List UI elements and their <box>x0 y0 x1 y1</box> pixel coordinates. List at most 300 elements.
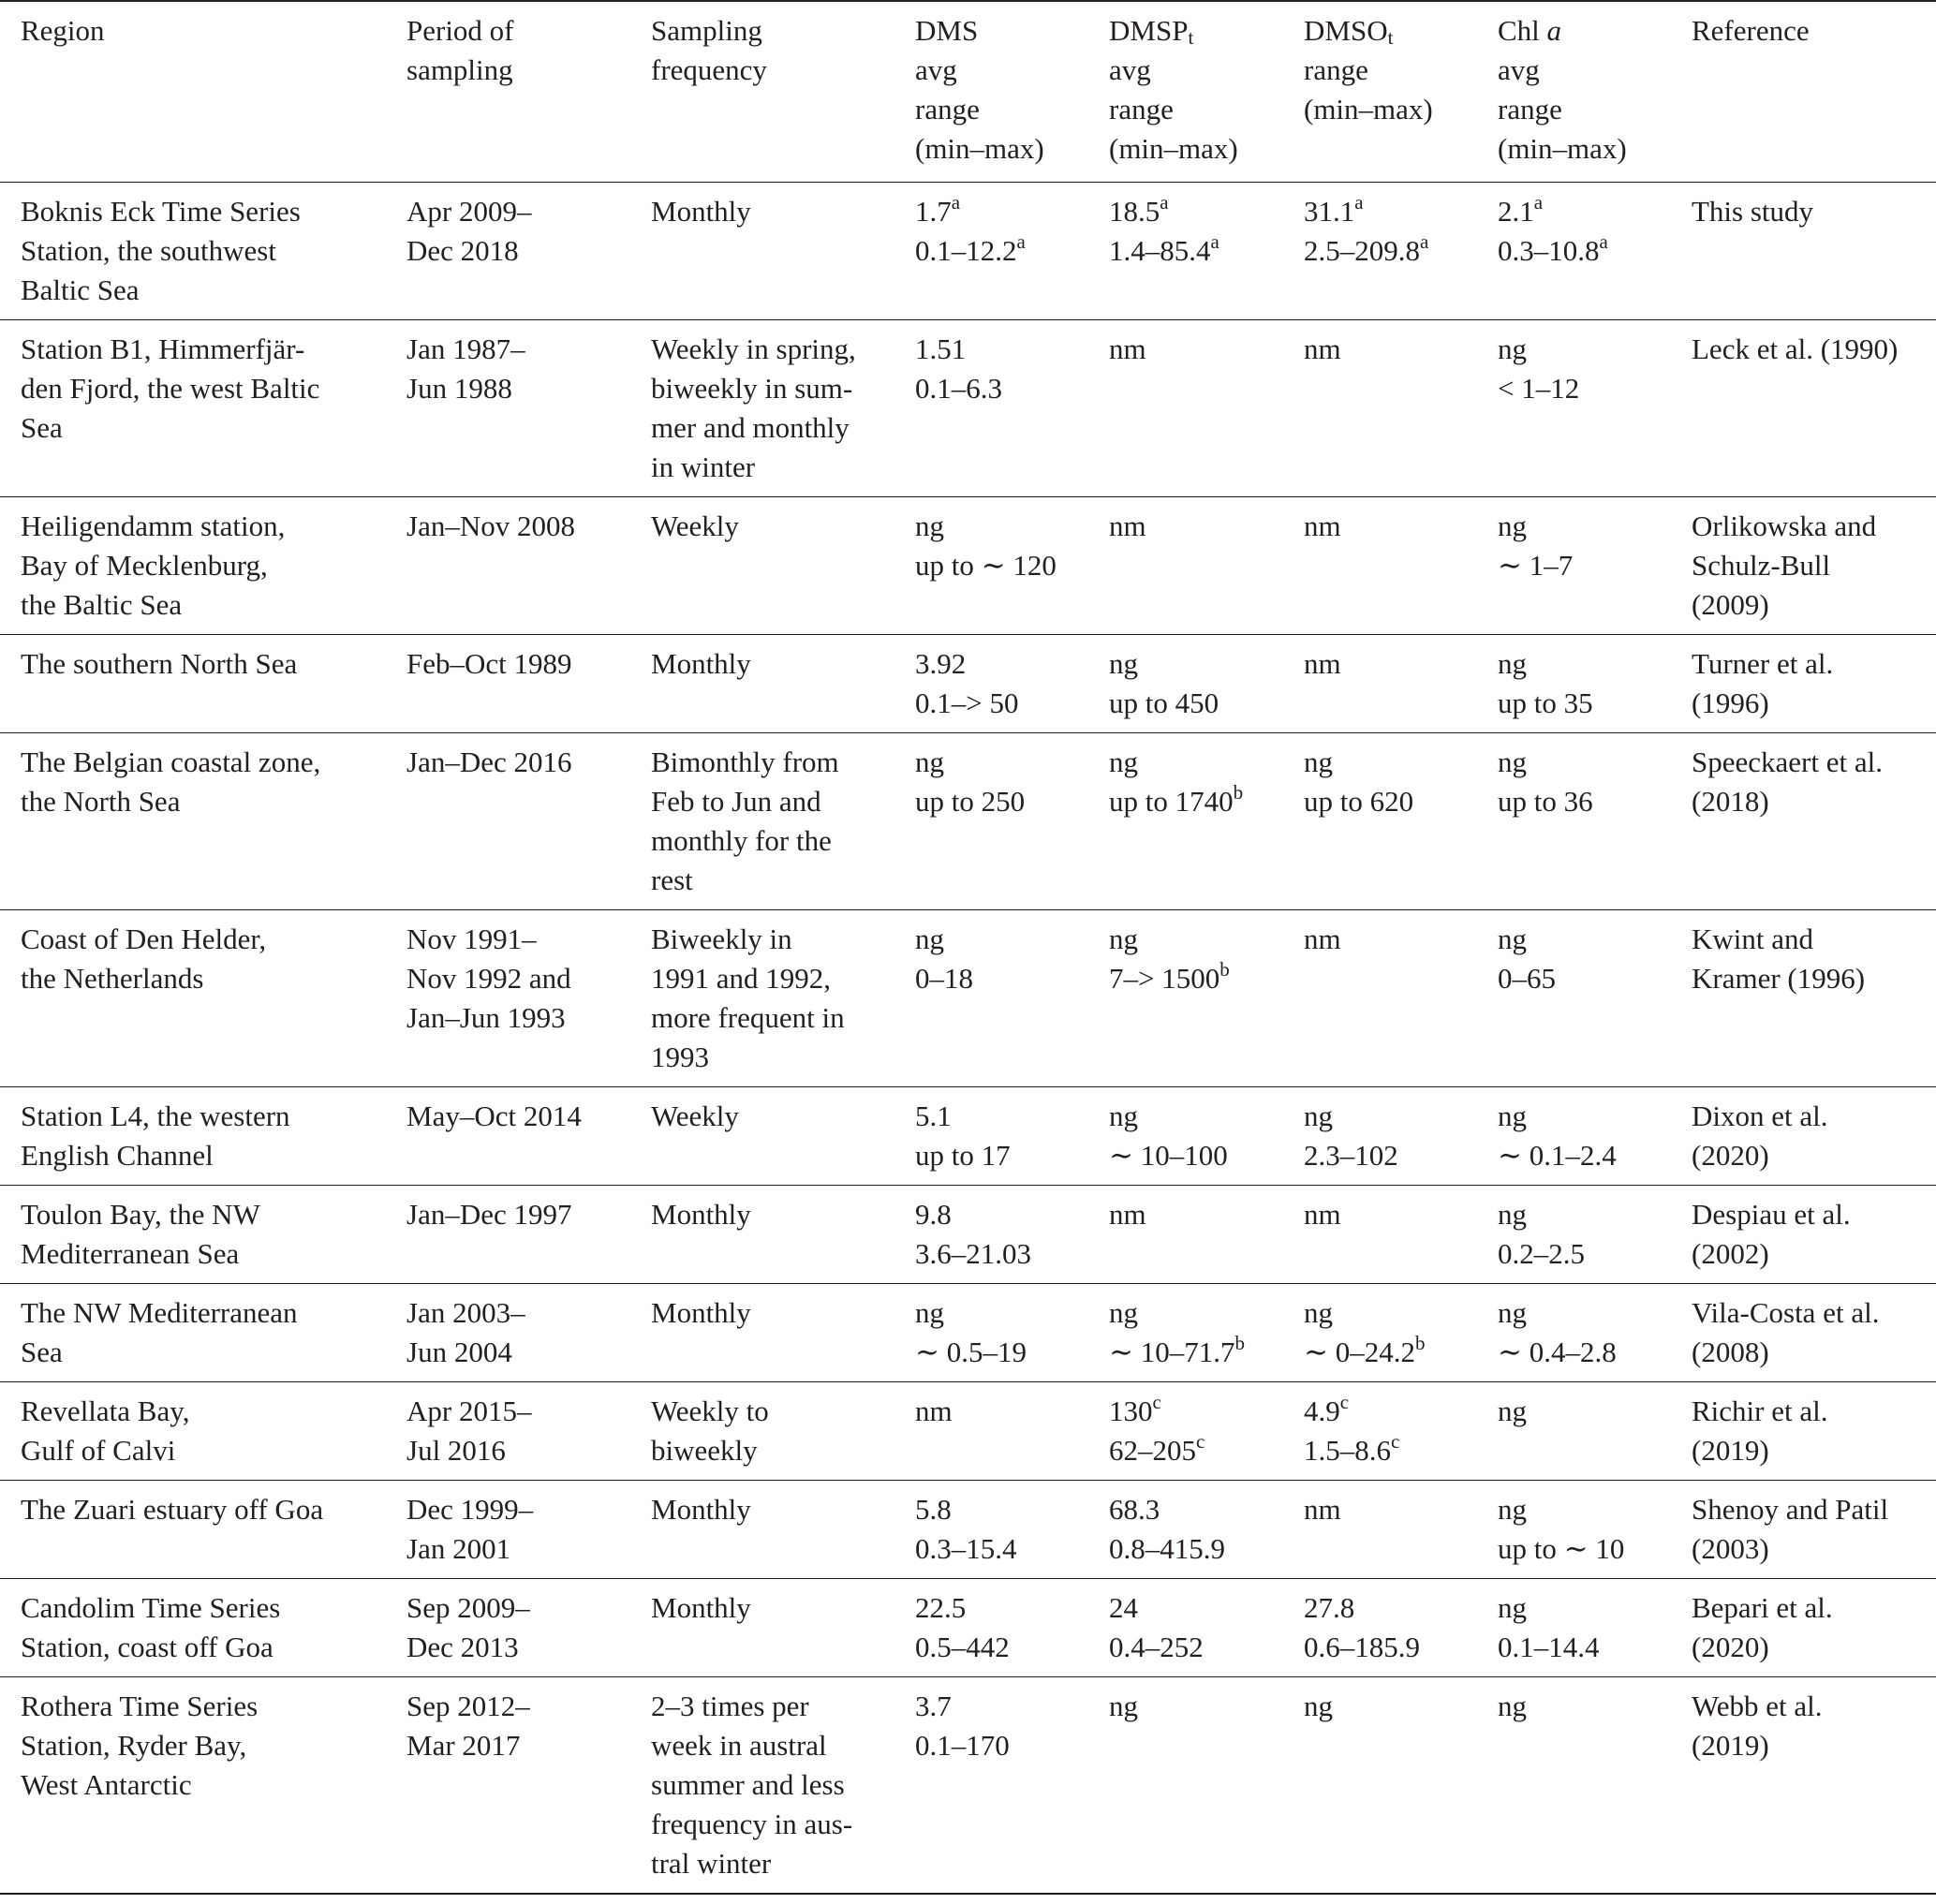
cell-reference <box>1671 497 1936 635</box>
cell-period-line: Apr 2009– <box>406 195 532 228</box>
cell-frequency-line: Monthly <box>651 1591 751 1624</box>
cell-reference <box>1671 1186 1936 1284</box>
cell-chl-line <box>1498 1490 1663 1529</box>
cell-dms <box>894 320 1088 497</box>
table-row <box>0 635 1936 733</box>
cell-region <box>0 1284 386 1382</box>
cell-dms-value: 0.3–15.4 <box>915 1532 1017 1565</box>
cell-region-line: Heiligendamm station, <box>21 509 286 542</box>
cell-region-line: The southern North Sea <box>21 647 298 680</box>
cell-reference-line: Speeckaert et al. <box>1692 745 1883 778</box>
cell-chl-value: 0–65 <box>1498 962 1556 995</box>
header-chl-sub <box>1498 51 1663 169</box>
cell-region-line: Revellata Bay, <box>21 1395 190 1427</box>
cell-period-line: May–Oct 2014 <box>406 1100 582 1132</box>
cell-chl-line <box>1498 1097 1663 1136</box>
cell-dmsp-line <box>1109 1529 1276 1569</box>
cell-dmso-line <box>1304 1392 1470 1431</box>
cell-region <box>0 733 386 910</box>
cell-reference-line: (2019) <box>1692 1434 1769 1467</box>
cell-dmso-line <box>1304 330 1470 369</box>
cell-chl-value: ng <box>1498 332 1527 365</box>
cell-dmsp-value: nm <box>1109 1198 1146 1231</box>
cell-chl <box>1477 1481 1671 1579</box>
cell-frequency-line: Weekly <box>651 509 739 542</box>
cell-dmsp-line <box>1109 1293 1276 1333</box>
cell-chl-line <box>1498 959 1663 998</box>
cell-chl-value: ∼ 0.4–2.8 <box>1498 1336 1617 1368</box>
table-row <box>0 1677 1936 1895</box>
cell-dms <box>894 1481 1088 1579</box>
cell-frequency <box>630 183 894 320</box>
cell-dmso <box>1283 635 1477 733</box>
cell-dmso-value: ng <box>1304 1296 1333 1329</box>
cell-dmsp-value: ng <box>1109 1690 1138 1722</box>
cell-region <box>0 1087 386 1186</box>
cell-frequency-line: Biweekly in <box>651 922 792 955</box>
header-line: DMS <box>915 14 979 47</box>
cell-dms-line <box>915 1195 1081 1234</box>
table-row <box>0 1382 1936 1481</box>
cell-chl-value: up to 36 <box>1498 785 1593 818</box>
cell-dms-line <box>915 192 1081 231</box>
cell-dmsp <box>1088 910 1283 1087</box>
header-line: (min–max) <box>1498 132 1627 165</box>
cell-period-line: Jan 2001 <box>406 1532 511 1565</box>
cell-dms-line <box>915 231 1081 271</box>
cell-dmsp-value: 62–205 <box>1109 1434 1196 1467</box>
cell-reference <box>1671 635 1936 733</box>
cell-region-line: Baltic Sea <box>21 273 140 306</box>
cell-region <box>0 1677 386 1895</box>
cell-chl-line <box>1498 507 1663 546</box>
cell-period <box>386 910 630 1087</box>
cell-dmsp-value: 130 <box>1109 1395 1153 1427</box>
cell-dmso-value: nm <box>1304 332 1341 365</box>
cell-reference-line: (2019) <box>1692 1729 1769 1762</box>
cell-dms-line <box>915 1588 1081 1628</box>
cell-period-line: Nov 1992 and <box>406 962 571 995</box>
header-row <box>0 1 1936 183</box>
cell-frequency <box>630 1481 894 1579</box>
cell-period <box>386 733 630 910</box>
cell-reference-line: Orlikowska and <box>1692 509 1877 542</box>
cell-reference <box>1671 320 1936 497</box>
header-chl <box>1477 1 1671 183</box>
cell-dms-value: up to 17 <box>915 1139 1011 1172</box>
cell-period-line: Sep 2012– <box>406 1690 530 1722</box>
cell-region-line: Gulf of Calvi <box>21 1434 176 1467</box>
cell-dms-value: ng <box>915 509 944 542</box>
cell-dmso-line <box>1304 1490 1470 1529</box>
cell-dmso <box>1283 1284 1477 1382</box>
footnote-mark: b <box>1414 1332 1426 1354</box>
cell-chl <box>1477 1579 1671 1677</box>
cell-dms-value: 0.5–442 <box>915 1631 1010 1663</box>
cell-region-line: The Zuari estuary off Goa <box>21 1493 324 1526</box>
cell-chl-line <box>1498 1588 1663 1628</box>
cell-chl-value: ng <box>1498 1395 1527 1427</box>
cell-period <box>386 183 630 320</box>
cell-dms-line <box>915 1490 1081 1529</box>
cell-frequency <box>630 733 894 910</box>
header-line: Sampling <box>651 14 762 47</box>
table-row <box>0 497 1936 635</box>
cell-region-line: Coast of Den Helder, <box>21 922 267 955</box>
cell-frequency <box>630 1284 894 1382</box>
cell-period-line: Feb–Oct 1989 <box>406 647 572 680</box>
cell-dmsp-value: ng <box>1109 745 1138 778</box>
cell-dms-value: up to ∼ 120 <box>915 549 1057 582</box>
cell-dms-value: 0–18 <box>915 962 973 995</box>
header-line: range <box>1109 93 1174 125</box>
cell-region-line: Candolim Time Series <box>21 1591 281 1624</box>
cell-frequency <box>630 320 894 497</box>
cell-dmsp <box>1088 1087 1283 1186</box>
footnote-mark: a <box>1354 191 1364 214</box>
cell-dmsp-value: up to 450 <box>1109 686 1219 719</box>
cell-dmso-value: 4.9 <box>1304 1395 1340 1427</box>
cell-dms-line <box>915 1392 1081 1431</box>
cell-dms-value: 0.1–> 50 <box>915 686 1019 719</box>
footnote-mark: c <box>1391 1430 1400 1453</box>
cell-dmso-value: 0.6–185.9 <box>1304 1631 1420 1663</box>
cell-dms-line <box>915 920 1081 959</box>
cell-period <box>386 1579 630 1677</box>
header-dmso <box>1283 1 1477 183</box>
cell-chl-value: ng <box>1498 745 1527 778</box>
table-row <box>0 1087 1936 1186</box>
cell-frequency-line: in winter <box>651 450 756 483</box>
cell-dmsp <box>1088 1186 1283 1284</box>
cell-dms-value: ng <box>915 745 944 778</box>
cell-dmsp-line <box>1109 684 1276 723</box>
cell-dmsp-value: 1.4–85.4 <box>1109 234 1211 267</box>
cell-dms-value: 22.5 <box>915 1591 967 1624</box>
cell-dmso-line <box>1304 1628 1470 1667</box>
cell-dmsp-line <box>1109 231 1276 271</box>
cell-period-line: Jun 1988 <box>406 372 512 405</box>
cell-dmsp <box>1088 1677 1283 1895</box>
header-dmso-sub <box>1304 51 1470 129</box>
cell-region-line: den Fjord, the west Baltic <box>21 372 320 405</box>
cell-chl-line <box>1498 743 1663 782</box>
footnote-mark: b <box>1234 1332 1245 1354</box>
cell-region <box>0 1382 386 1481</box>
cell-dmso-line <box>1304 1687 1470 1726</box>
cell-dms-value: ∼ 0.5–19 <box>915 1336 1027 1368</box>
cell-dms-line <box>915 1529 1081 1569</box>
header-line: range <box>915 93 980 125</box>
footnote-mark: a <box>1210 230 1219 253</box>
header-chl-title: Chl a <box>1498 14 1562 47</box>
cell-dmso-line <box>1304 192 1470 231</box>
cell-frequency-line: Monthly <box>651 1198 751 1231</box>
cell-dmso-line <box>1304 1195 1470 1234</box>
cell-period <box>386 1087 630 1186</box>
cell-dms <box>894 1284 1088 1382</box>
cell-dmsp-line <box>1109 1195 1276 1234</box>
cell-period-line: Jan 2003– <box>406 1296 525 1329</box>
footnote-mark: a <box>1016 230 1026 253</box>
cell-chl-line <box>1498 1628 1663 1667</box>
cell-chl-value: ∼ 1–7 <box>1498 549 1574 582</box>
cell-dmso-line <box>1304 1293 1470 1333</box>
cell-reference-line: (2018) <box>1692 785 1769 818</box>
cell-chl-line <box>1498 546 1663 585</box>
cell-frequency <box>630 635 894 733</box>
cell-region-line: Toulon Bay, the NW <box>21 1198 260 1231</box>
cell-reference-line: (2009) <box>1692 588 1769 621</box>
cell-reference <box>1671 910 1936 1087</box>
cell-chl-line <box>1498 369 1663 408</box>
cell-dms-line <box>915 1628 1081 1667</box>
footnote-mark: b <box>1219 958 1230 981</box>
cell-dmsp-line <box>1109 959 1276 998</box>
cell-frequency-line: tral winter <box>651 1847 772 1880</box>
footnote-mark: a <box>1420 230 1429 253</box>
cell-reference-line: (1996) <box>1692 686 1769 719</box>
cell-dms-line <box>915 1293 1081 1333</box>
cell-chl-line <box>1498 1333 1663 1372</box>
cell-period <box>386 635 630 733</box>
cell-chl-value: < 1–12 <box>1498 372 1580 405</box>
cell-frequency-line: Weekly to <box>651 1395 769 1427</box>
cell-chl-value: ng <box>1498 1296 1527 1329</box>
cell-dmsp-value: 18.5 <box>1109 195 1160 228</box>
cell-region-line: Sea <box>21 411 63 444</box>
header-dmsp-title: $DMSP_t$ <box>1109 14 1194 49</box>
cell-dms <box>894 1382 1088 1481</box>
cell-period <box>386 497 630 635</box>
cell-dmsp-value: ng <box>1109 1100 1138 1132</box>
cell-dms-line <box>915 330 1081 369</box>
cell-period-line: Dec 1999– <box>406 1493 534 1526</box>
cell-region-line: Station B1, Himmerfjär- <box>21 332 305 365</box>
cell-dmso-line <box>1304 507 1470 546</box>
cell-region-line: the North Sea <box>21 785 181 818</box>
header-line: avg <box>1109 53 1151 86</box>
cell-region-line: Station, the southwest <box>21 234 276 267</box>
cell-region-line: The Belgian coastal zone, <box>21 745 321 778</box>
cell-chl-line <box>1498 1234 1663 1274</box>
cell-dmsp-line <box>1109 1628 1276 1667</box>
cell-dmso-value: up to 620 <box>1304 785 1414 818</box>
footnote-mark: a <box>951 191 961 214</box>
cell-dmso <box>1283 733 1477 910</box>
cell-dms <box>894 910 1088 1087</box>
cell-dms <box>894 497 1088 635</box>
cell-dms <box>894 1087 1088 1186</box>
cell-dmso-value: nm <box>1304 922 1341 955</box>
cell-dms-value: 5.1 <box>915 1100 952 1132</box>
cell-chl <box>1477 910 1671 1087</box>
cell-chl-line <box>1498 920 1663 959</box>
cell-reference-line: Vila-Costa et al. <box>1692 1296 1880 1329</box>
cell-frequency-line: biweekly in sum- <box>651 372 853 405</box>
cell-reference <box>1671 1382 1936 1481</box>
footnote-mark: c <box>1196 1430 1205 1453</box>
cell-dmsp-line <box>1109 644 1276 684</box>
cell-dmsp-line <box>1109 330 1276 369</box>
cell-dms-value: 1.7 <box>915 195 952 228</box>
table-row <box>0 320 1936 497</box>
cell-dmso-value: 2.5–209.8 <box>1304 234 1420 267</box>
cell-chl <box>1477 497 1671 635</box>
cell-frequency <box>630 1382 894 1481</box>
cell-chl <box>1477 635 1671 733</box>
header-line: sampling <box>406 53 513 86</box>
cell-region-line: Station, coast off Goa <box>21 1631 273 1663</box>
table-row <box>0 910 1936 1087</box>
cell-reference <box>1671 1284 1936 1382</box>
footnote-mark: c <box>1152 1391 1161 1413</box>
cell-chl-value: ng <box>1498 647 1527 680</box>
cell-region <box>0 320 386 497</box>
cell-chl-value: 2.1 <box>1498 195 1534 228</box>
cell-reference-line: (2020) <box>1692 1139 1769 1172</box>
cell-chl-value: 0.1–14.4 <box>1498 1631 1600 1663</box>
cell-frequency <box>630 1087 894 1186</box>
cell-reference <box>1671 1481 1936 1579</box>
cell-reference-line: (2002) <box>1692 1237 1769 1270</box>
cell-dmsp-line <box>1109 1490 1276 1529</box>
header-dmsp-sub <box>1109 51 1276 169</box>
cell-reference-line: Bepari et al. <box>1692 1591 1833 1624</box>
cell-chl-value: ng <box>1498 1493 1527 1526</box>
cell-frequency-line: more frequent in <box>651 1001 845 1034</box>
table-row <box>0 183 1936 320</box>
cell-dms-line <box>915 1234 1081 1274</box>
cell-frequency-line: monthly for the <box>651 824 832 857</box>
cell-frequency <box>630 910 894 1087</box>
cell-dms <box>894 183 1088 320</box>
cell-dmsp <box>1088 1579 1283 1677</box>
cell-dmso-value: ∼ 0–24.2 <box>1304 1336 1415 1368</box>
cell-dmso <box>1283 320 1477 497</box>
cell-chl-line <box>1498 684 1663 723</box>
cell-dmso-line <box>1304 743 1470 782</box>
cell-dms-value: 0.1–6.3 <box>915 372 1002 405</box>
cell-period <box>386 1481 630 1579</box>
cell-dmsp <box>1088 1481 1283 1579</box>
cell-dmsp-line <box>1109 920 1276 959</box>
cell-dmsp-value: ng <box>1109 647 1138 680</box>
table-row <box>0 1579 1936 1677</box>
footnote-mark: a <box>1160 191 1169 214</box>
cell-dmso <box>1283 1087 1477 1186</box>
footnote-mark: a <box>1599 230 1608 253</box>
cell-dmsp <box>1088 635 1283 733</box>
cell-dmso-value: nm <box>1304 1198 1341 1231</box>
cell-dms-line <box>915 1333 1081 1372</box>
header-reference <box>1671 1 1936 183</box>
cell-reference <box>1671 183 1936 320</box>
cell-dmsp-value: 7–> 1500 <box>1109 962 1220 995</box>
cell-chl-value: 0.3–10.8 <box>1498 234 1600 267</box>
table-body <box>0 183 1936 1895</box>
cell-dmsp <box>1088 320 1283 497</box>
cell-dmso <box>1283 1481 1477 1579</box>
cell-region-line: the Baltic Sea <box>21 588 183 621</box>
cell-chl-line <box>1498 782 1663 821</box>
cell-dmso-line <box>1304 231 1470 271</box>
cell-dmsp-line <box>1109 1431 1276 1470</box>
cell-region-line: West Antarctic <box>21 1768 192 1801</box>
cell-region-line: Station, Ryder Bay, <box>21 1729 247 1762</box>
cell-frequency-line: frequency in aus- <box>651 1808 853 1840</box>
cell-dms-line <box>915 644 1081 684</box>
cell-dmso-value: ng <box>1304 745 1333 778</box>
cell-dms <box>894 1186 1088 1284</box>
header-line: range <box>1304 53 1368 86</box>
cell-chl <box>1477 1677 1671 1895</box>
header-period <box>386 1 630 183</box>
cell-reference-line: Turner et al. <box>1692 647 1834 680</box>
cell-chl-line <box>1498 644 1663 684</box>
cell-dmso-value: 1.5–8.6 <box>1304 1434 1391 1467</box>
cell-dmsp-value: ng <box>1109 922 1138 955</box>
cell-dms <box>894 1677 1088 1895</box>
cell-dmso-value: 31.1 <box>1304 195 1355 228</box>
footnote-mark: a <box>1533 191 1544 214</box>
cell-chl-line <box>1498 330 1663 369</box>
header-line: avg <box>1498 53 1540 86</box>
cell-dmsp-line <box>1109 1136 1276 1175</box>
cell-frequency-line: 1993 <box>651 1041 709 1073</box>
cell-reference-line: Webb et al. <box>1692 1690 1823 1722</box>
header-line: frequency <box>651 53 767 86</box>
header-line: (min–max) <box>1304 93 1433 125</box>
cell-dmsp-line <box>1109 192 1276 231</box>
cell-reference <box>1671 1677 1936 1895</box>
cell-reference <box>1671 733 1936 910</box>
cell-dmso-value: ng <box>1304 1100 1333 1132</box>
cell-period-line: Jul 2016 <box>406 1434 506 1467</box>
cell-dmso-line <box>1304 644 1470 684</box>
cell-period <box>386 1186 630 1284</box>
cell-dmsp-value: ∼ 10–71.7 <box>1109 1336 1235 1368</box>
cell-period-line: Mar 2017 <box>406 1729 521 1762</box>
cell-chl-value: ng <box>1498 509 1527 542</box>
cell-region-line: English Channel <box>21 1139 214 1172</box>
cell-reference-line: Leck et al. (1990) <box>1692 332 1899 365</box>
cell-chl-value: ng <box>1498 1591 1527 1624</box>
cell-dmsp <box>1088 1382 1283 1481</box>
cell-dmso-value: nm <box>1304 647 1341 680</box>
cell-dmsp <box>1088 733 1283 910</box>
cell-chl-line <box>1498 192 1663 231</box>
cell-dmsp <box>1088 1284 1283 1382</box>
cell-reference-line: Shenoy and Patil <box>1692 1493 1889 1526</box>
cell-dmsp-line <box>1109 1588 1276 1628</box>
header-frequency <box>630 1 894 183</box>
cell-period-line: Dec 2013 <box>406 1631 519 1663</box>
cell-dmso-line <box>1304 1333 1470 1372</box>
cell-dms-value: 0.1–12.2 <box>915 234 1017 267</box>
cell-period <box>386 1677 630 1895</box>
cell-dms-value: 3.6–21.03 <box>915 1237 1031 1270</box>
cell-reference-line: This study <box>1692 195 1814 228</box>
header-line: (min–max) <box>915 132 1044 165</box>
cell-region <box>0 1579 386 1677</box>
cell-dmso-line <box>1304 1588 1470 1628</box>
cell-dms-value: 3.92 <box>915 647 967 680</box>
cell-dmso-line <box>1304 920 1470 959</box>
cell-frequency-line: week in austral <box>651 1729 827 1762</box>
cell-dms-value: ng <box>915 922 944 955</box>
cell-dms-line <box>915 546 1081 585</box>
